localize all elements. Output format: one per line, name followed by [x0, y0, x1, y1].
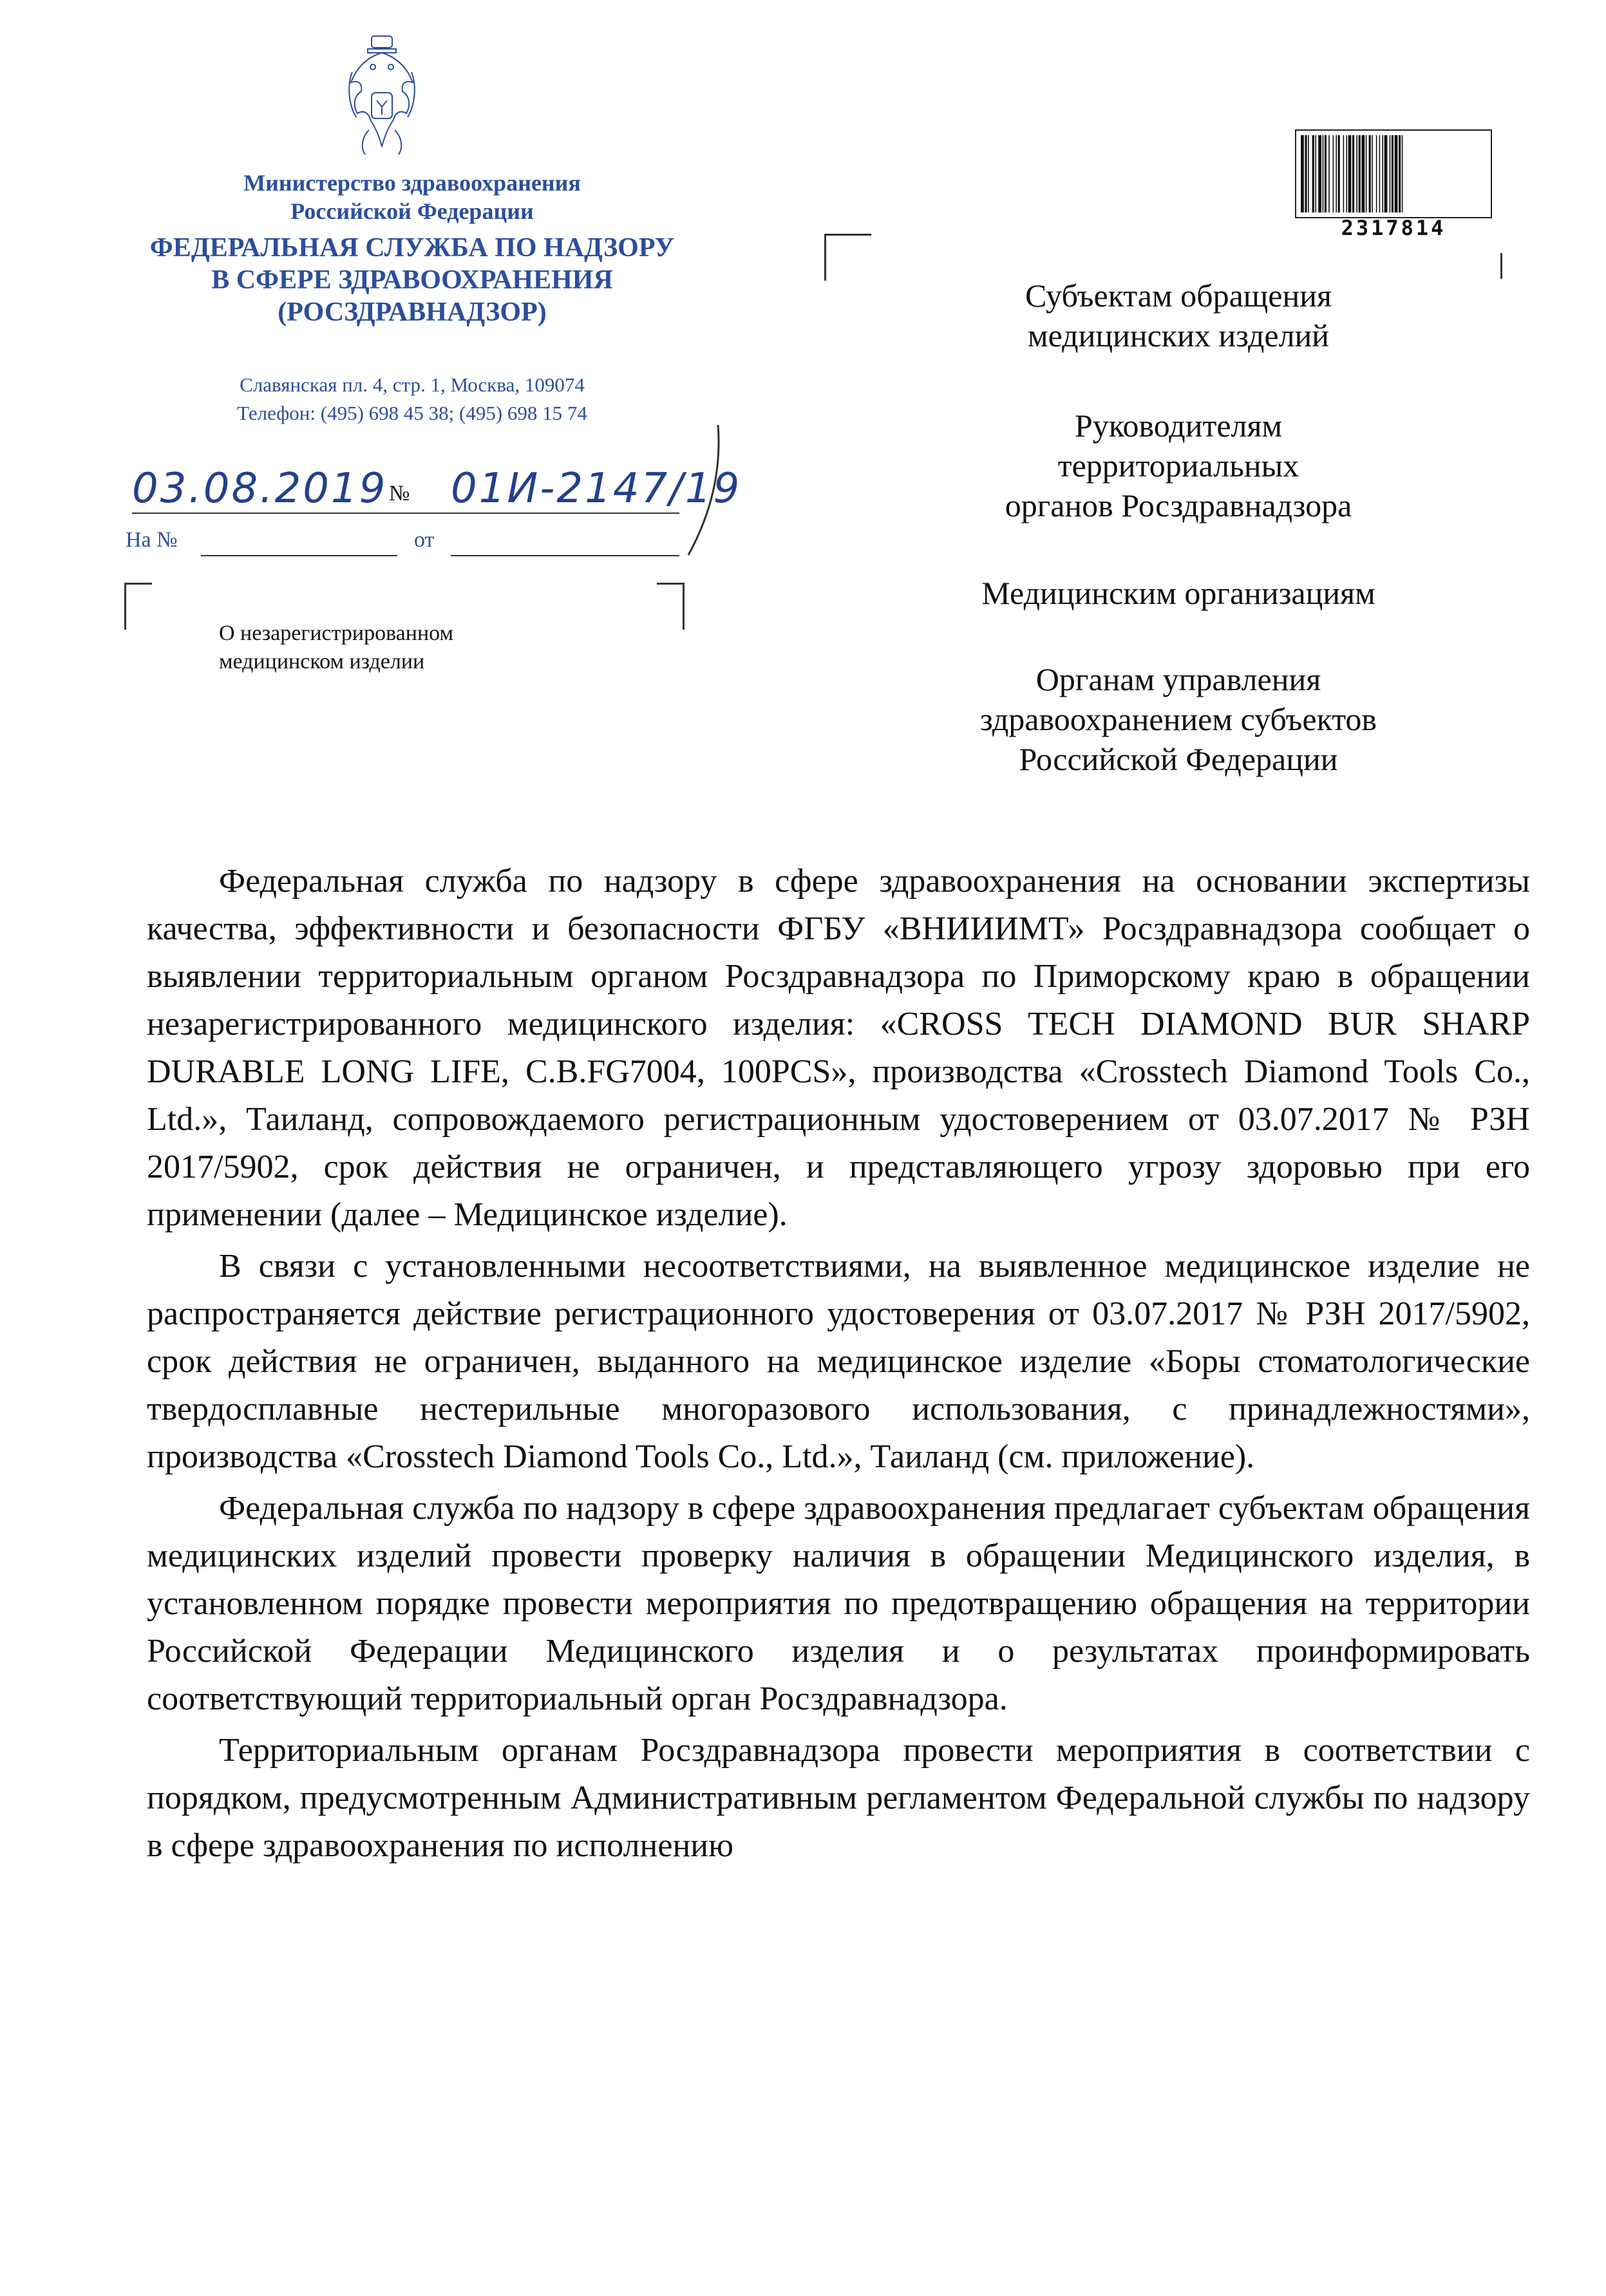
- service-name-line3: (РОСЗДРАВНАДЗОР): [278, 297, 547, 327]
- subject-line1: О незарегистрированном: [219, 621, 454, 645]
- date-underline: [132, 513, 679, 514]
- reply-date-label: от: [414, 528, 435, 552]
- barcode-number: 2317814: [1341, 216, 1446, 240]
- recipient-line-5: органов Росздравнадзора: [1005, 487, 1352, 523]
- service-name-line2: В СФЕРЕ ЗДРАВООХРАНЕНИЯ: [211, 265, 613, 295]
- subject-corner-right: [657, 583, 685, 630]
- recipient-line-9: Российской Федерации: [1019, 741, 1338, 777]
- recipient-line-7: Органам управления: [1035, 661, 1321, 697]
- recipients-corner-right: [1481, 253, 1502, 279]
- coat-of-arms-icon: [343, 33, 420, 162]
- paragraph-3: Федеральная служба по надзору в сфере здравоохранения предлагает субъектам обращения медицинских изделий провести проверку наличия в обращении Медицинского изделия, в установленном порядке провести мероприятия по предотвращению обращения на территории Российской Федерации Медицинского изделия и о результатах проинформировать соответствующий территориальный орган Росздравнадзора.: [147, 1490, 1530, 1717]
- subject-corner-left: [124, 583, 152, 630]
- subject-line2: медицинском изделии: [219, 650, 425, 673]
- handwritten-date: 03.08.2019: [132, 465, 388, 513]
- ministry-name-line2: Российской Федерации: [290, 198, 534, 224]
- recipient-line-3: Руководителям: [1074, 408, 1283, 444]
- ministry-name-line1: Министерство здравоохранения: [243, 170, 581, 196]
- reply-number-field: [201, 555, 397, 556]
- recipient-line-8: здравоохранением субъектов: [979, 701, 1377, 737]
- recipient-line-1: Субъектам обращения: [1025, 278, 1332, 314]
- address-line: Славянская пл. 4, стр. 1, Москва, 109074: [240, 373, 585, 396]
- phone-line: Телефон: (495) 698 45 38; (495) 698 15 74: [237, 402, 587, 424]
- number-sign: №: [389, 482, 410, 505]
- reply-date-field: [451, 555, 679, 556]
- recipient-line-6: Медицинским организациям: [981, 575, 1375, 611]
- barcode-icon: [1294, 129, 1493, 219]
- service-name-line1: ФЕДЕРАЛЬНАЯ СЛУЖБА ПО НАДЗОРУ: [149, 233, 675, 263]
- recipients-corner-left: [824, 234, 871, 281]
- paragraph-2: В связи с установленными несоответствиями, на выявленное медицинское изделие не распространяется действие регистрационного удостоверения от 03.07.2017 № РЗН 2017/5902, срок действия не ограничен, выданного на медицинское изделие «Боры стоматологические твердосплавные нестерильные многоразового использования, с принадлежностями», производства «Crosstech Diamond Tools Co., Ltd.», Таиланд (см. приложение).: [147, 1248, 1530, 1475]
- paragraph-4: Территориальным органам Росздравнадзора провести мероприятия в соответствии с порядком, предусмотренным Административным регламентом Федеральной службы по надзору в сфере здравоохранения по исполнению: [147, 1732, 1530, 1864]
- stroke-mark: [679, 420, 731, 561]
- reply-number-label: На №: [126, 528, 178, 552]
- handwritten-number: 01И-2147/19: [451, 465, 742, 513]
- recipient-line-2: медицинских изделий: [1027, 317, 1330, 353]
- paragraph-1: Федеральная служба по надзору в сфере здравоохранения на основании экспертизы качества, эффективности и безопасности ФГБУ «ВНИИИМТ» Росздравнадзора сообщает о выявлении территориальным органом Росздравнадзора по Приморскому краю в обращении незарегистрированного медицинского изделия: «CROSS TECH DIAMOND BUR SHARP DURABLE LONG LIFE, C.B.FG7004, 100PCS», производства «Crosstech Diamond Tools Co., Ltd.», Таиланд, сопровождаемого регистрационным удостоверением от 03.07.2017 № РЗН 2017/5902, срок действия не ограничен, и представляющего угрозу здоровью при его применении (далее – Медицинское изделие).: [147, 863, 1530, 1233]
- letter-body: [147, 858, 1530, 1870]
- recipient-line-4: территориальных: [1057, 447, 1299, 484]
